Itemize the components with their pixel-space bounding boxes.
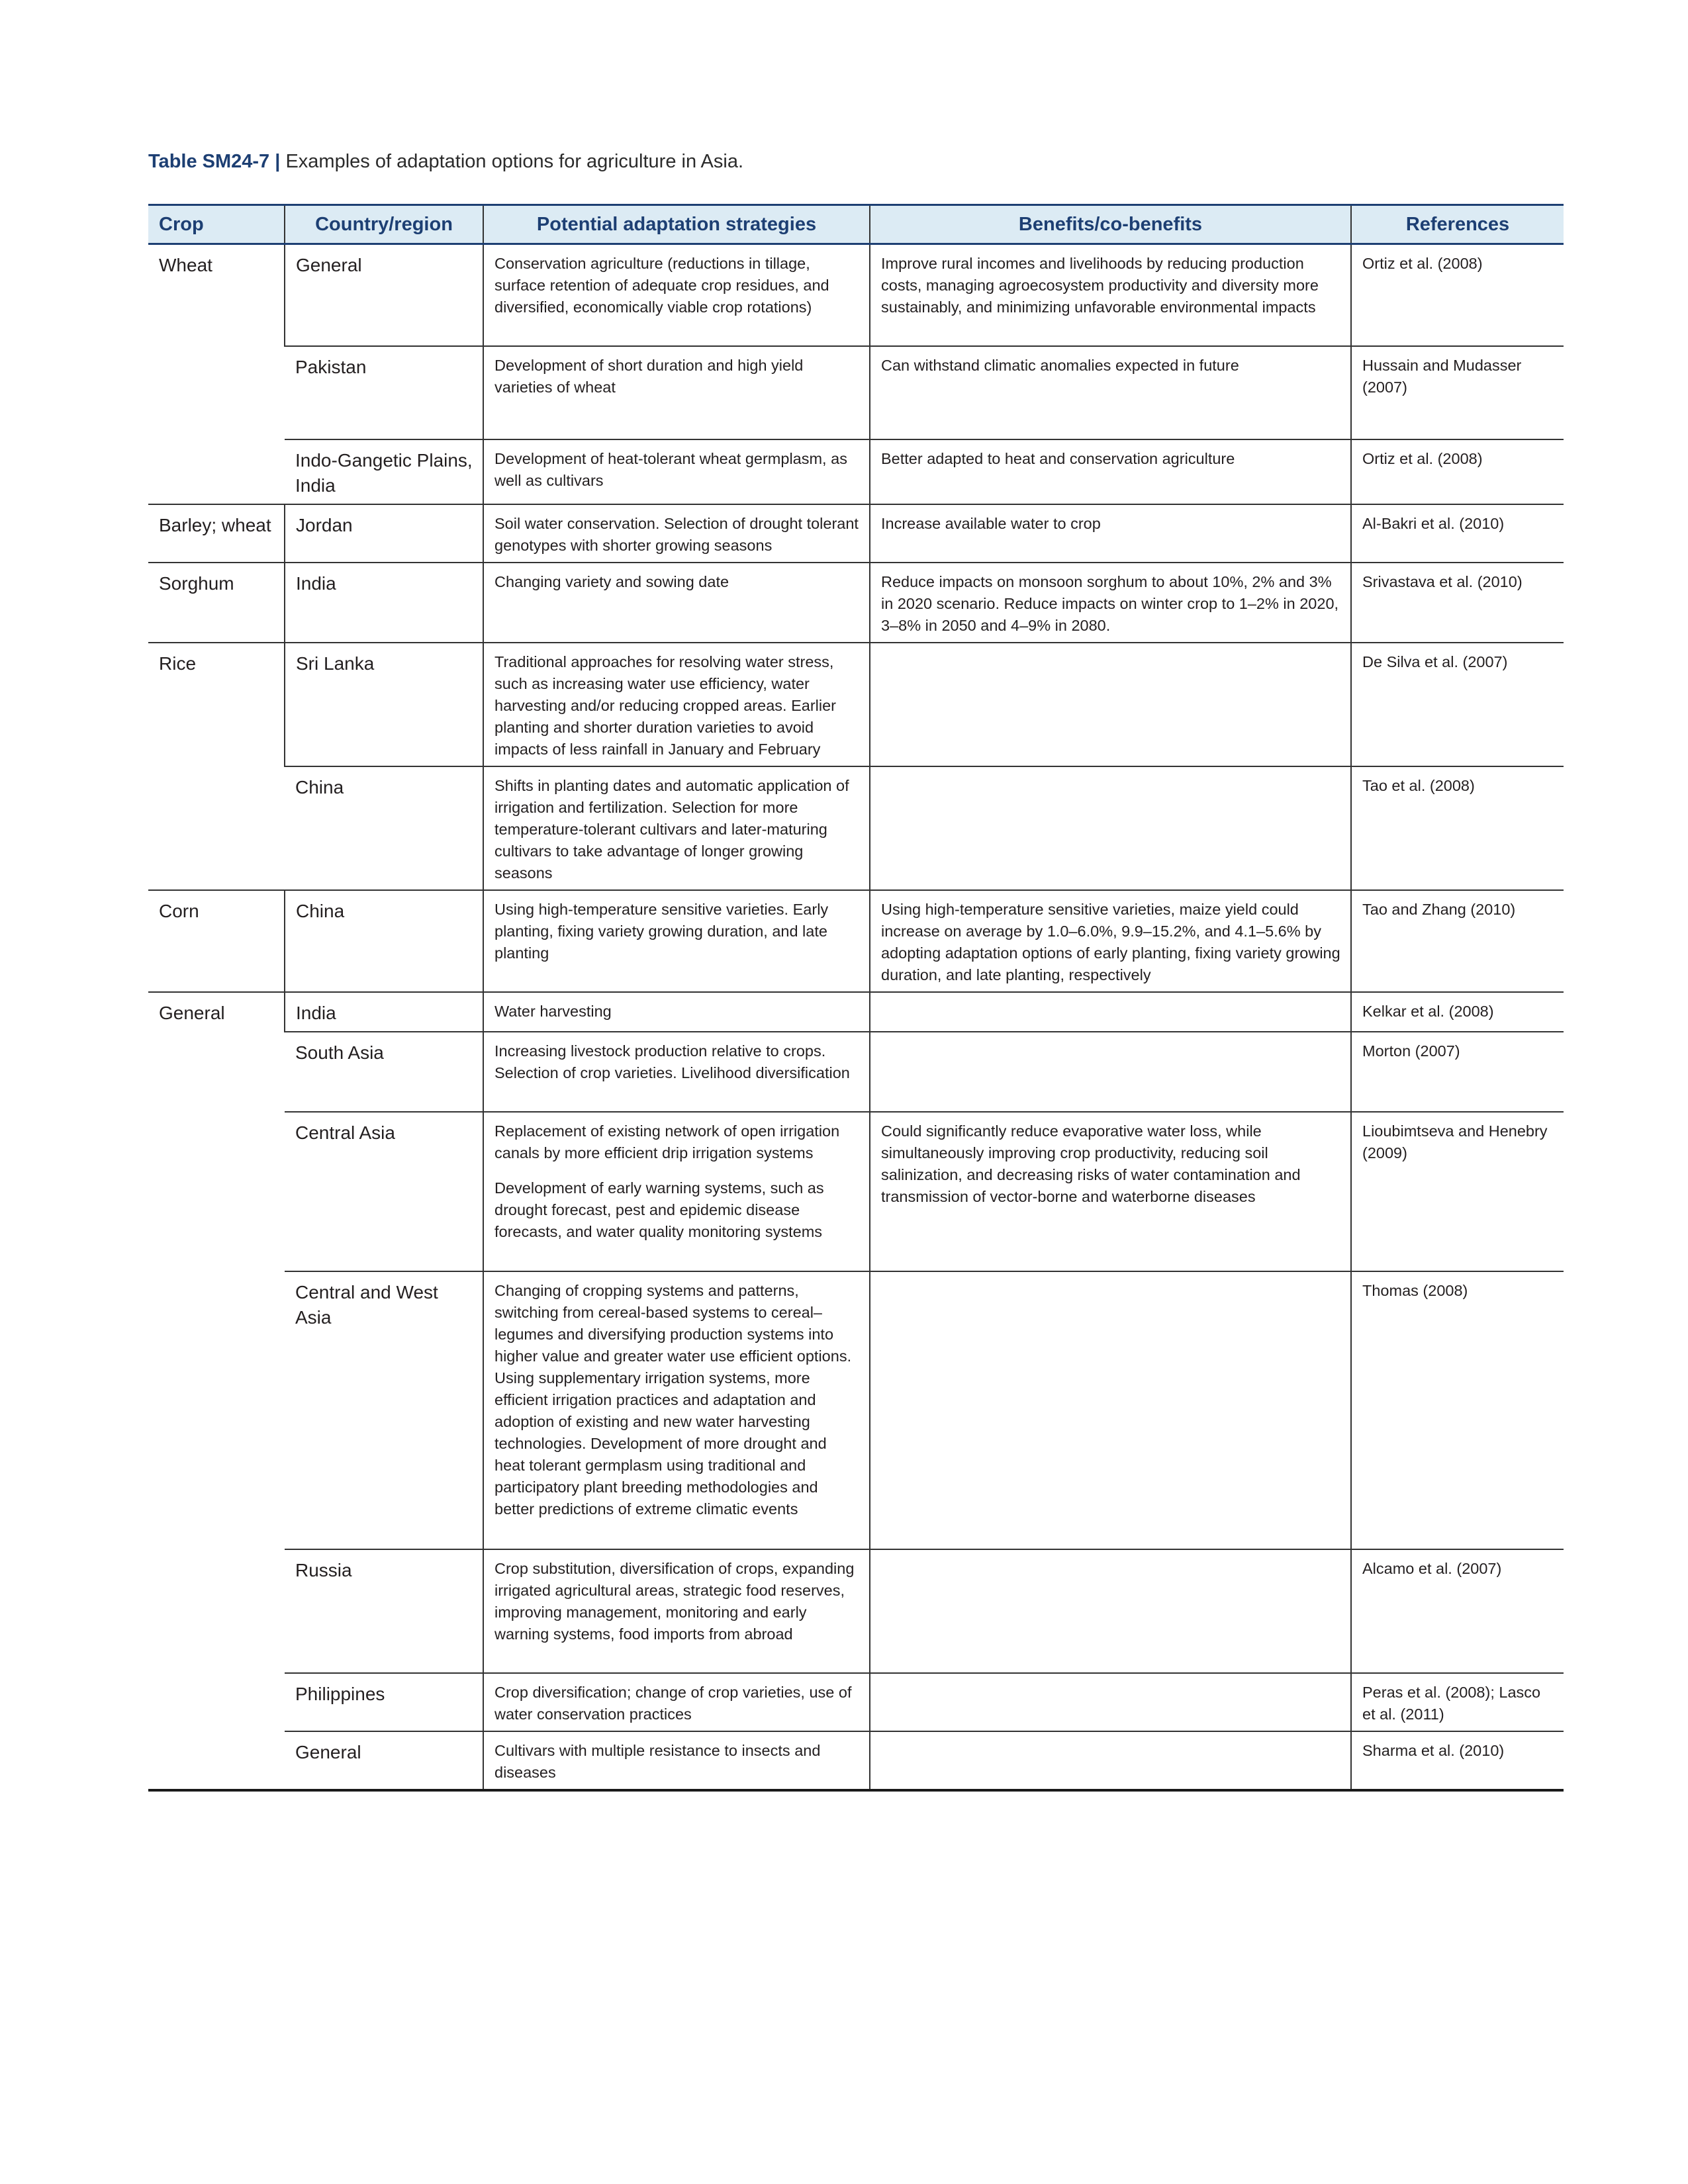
strategies-cell: Development of heat-tolerant wheat germplasm, as well as cultivars xyxy=(483,439,870,504)
strategies-cell: Crop diversification; change of crop varieties, use of water conservation practices xyxy=(483,1673,870,1731)
benefits-cell xyxy=(870,1673,1351,1731)
table-row xyxy=(148,1271,1564,1549)
strategies-cell: Soil water conservation. Selection of drought tolerant genotypes with shorter growing seasons xyxy=(483,504,870,563)
header-references: References xyxy=(1351,205,1564,244)
benefits-cell xyxy=(870,1032,1351,1112)
references-cell: Tao et al. (2008) xyxy=(1351,766,1564,890)
strategies-paragraph: Replacement of existing network of open irrigation canals by more efficient drip irrigation systems xyxy=(494,1122,840,1161)
crop-cell: Barley; wheat xyxy=(148,504,285,563)
header-country-region: Country/region xyxy=(285,205,483,244)
table-row xyxy=(148,992,1564,1032)
strategies-cell: Traditional approaches for resolving water stress, such as increasing water use efficiency, water harvesting and/or reducing cropped areas. Earlier planting and shorter duration varieties to avoid impacts of less rainfall in January and February xyxy=(483,643,870,766)
strategies-cell: Increasing livestock production relative to crops. Selection of crop varieties. Livelihood diversification xyxy=(483,1032,870,1112)
references-cell: Ortiz et al. (2008) xyxy=(1351,439,1564,504)
region-cell: Jordan xyxy=(285,504,483,563)
region-cell: South Asia xyxy=(285,1032,483,1112)
region-cell: India xyxy=(285,992,483,1032)
table-row xyxy=(148,346,1564,439)
benefits-cell xyxy=(870,766,1351,890)
table-row xyxy=(148,439,1564,504)
references-cell: Alcamo et al. (2007) xyxy=(1351,1549,1564,1673)
table-row xyxy=(148,1112,1564,1271)
region-cell: Central and West Asia xyxy=(285,1271,483,1549)
region-cell: Russia xyxy=(285,1549,483,1673)
benefits-cell: Increase available water to crop xyxy=(870,504,1351,563)
table-caption xyxy=(148,148,743,175)
region-cell: General xyxy=(285,1731,483,1790)
strategies-cell: Water harvesting xyxy=(483,992,870,1032)
references-cell: De Silva et al. (2007) xyxy=(1351,643,1564,766)
references-cell: Thomas (2008) xyxy=(1351,1271,1564,1549)
table-row xyxy=(148,504,1564,563)
crop-cell: Wheat xyxy=(148,244,285,504)
adaptation-options-table xyxy=(148,204,1564,1792)
strategies-cell: Using high-temperature sensitive varieties. Early planting, fixing variety growing duration, and late planting xyxy=(483,890,870,992)
benefits-cell xyxy=(870,1549,1351,1673)
strategies-cell: Development of short duration and high yield varieties of wheat xyxy=(483,346,870,439)
strategies-cell: Changing of cropping systems and patterns, switching from cereal-based systems to cereal–legumes and diversifying production systems into higher value and greater water use efficient options. Using supplementary irrigation systems, more efficient irrigation practices and adaptation and adoption of existing and new water harvesting technologies. Development of more drought and heat tolerant germplasm using traditional and participatory plant breeding methodologies and better predictions of extreme climatic events xyxy=(483,1271,870,1549)
table-title: Examples of adaptation options for agriculture in Asia. xyxy=(285,151,744,172)
table-row xyxy=(148,643,1564,766)
region-cell: India xyxy=(285,563,483,643)
table-row xyxy=(148,1549,1564,1673)
table-row xyxy=(148,766,1564,890)
crop-cell: General xyxy=(148,992,285,1790)
crop-cell: Corn xyxy=(148,890,285,992)
strategies-cell: Changing variety and sowing date xyxy=(483,563,870,643)
benefits-cell xyxy=(870,1731,1351,1790)
crop-cell: Sorghum xyxy=(148,563,285,643)
references-cell: Hussain and Mudasser (2007) xyxy=(1351,346,1564,439)
header-strategies: Potential adaptation strategies xyxy=(483,205,870,244)
benefits-cell xyxy=(870,1271,1351,1549)
references-cell: Peras et al. (2008); Lasco et al. (2011) xyxy=(1351,1673,1564,1731)
region-cell: Philippines xyxy=(285,1673,483,1731)
references-cell: Kelkar et al. (2008) xyxy=(1351,992,1564,1032)
strategies-cell: Conservation agriculture (reductions in tillage, surface retention of adequate crop residues, and diversified, economically viable crop rotations) xyxy=(483,244,870,346)
references-cell: Tao and Zhang (2010) xyxy=(1351,890,1564,992)
benefits-cell xyxy=(870,992,1351,1032)
benefits-cell: Improve rural incomes and livelihoods by reducing production costs, managing agroecosystem productivity and diversity more sustainably, and minimizing unfavorable environmental impacts xyxy=(870,244,1351,346)
references-cell: Morton (2007) xyxy=(1351,1032,1564,1112)
references-cell: Srivastava et al. (2010) xyxy=(1351,563,1564,643)
table-row xyxy=(148,1673,1564,1731)
region-cell: Pakistan xyxy=(285,346,483,439)
region-cell: Indo-Gangetic Plains, India xyxy=(285,439,483,504)
strategies-cell xyxy=(483,1112,870,1271)
benefits-cell: Reduce impacts on monsoon sorghum to about 10%, 2% and 3% in 2020 scenario. Reduce impacts on winter crop to 1–2% in 2020, 3–8% in 2050 and 4–9% in 2080. xyxy=(870,563,1351,643)
table-row xyxy=(148,890,1564,992)
strategies-cell: Crop substitution, diversification of crops, expanding irrigated agricultural areas, strategic food reserves, improving management, monitoring and early warning systems, food imports from abroad xyxy=(483,1549,870,1673)
strategies-cell: Shifts in planting dates and automatic application of irrigation and fertilization. Selection for more temperature-tolerant cultivars and later-maturing cultivars to take advantage of longer growing seasons xyxy=(483,766,870,890)
benefits-cell: Using high-temperature sensitive varieties, maize yield could increase on average by 1.0–6.0%, 9.9–15.2%, and 4.1–5.6% by adopting adaptation options of early planting, fixing variety growing duration, and late planting, respectively xyxy=(870,890,1351,992)
region-cell: China xyxy=(285,890,483,992)
references-cell: Al-Bakri et al. (2010) xyxy=(1351,504,1564,563)
strategies-paragraph: Development of early warning systems, such as drought forecast, pest and epidemic disease forecasts, and water quality monitoring systems xyxy=(494,1179,824,1240)
region-cell: Sri Lanka xyxy=(285,643,483,766)
table-row xyxy=(148,244,1564,346)
header-crop: Crop xyxy=(148,205,285,244)
benefits-cell: Can withstand climatic anomalies expected in future xyxy=(870,346,1351,439)
references-cell: Ortiz et al. (2008) xyxy=(1351,244,1564,346)
references-cell: Sharma et al. (2010) xyxy=(1351,1731,1564,1790)
region-cell: China xyxy=(285,766,483,890)
benefits-cell: Could significantly reduce evaporative water loss, while simultaneously improving crop productivity, reducing soil salinization, and decreasing risks of water contamination and transmission of vector-borne and waterborne diseases xyxy=(870,1112,1351,1271)
region-cell: General xyxy=(285,244,483,346)
header-benefits: Benefits/co-benefits xyxy=(870,205,1351,244)
table-row xyxy=(148,1032,1564,1112)
table-row xyxy=(148,1731,1564,1790)
benefits-cell: Better adapted to heat and conservation agriculture xyxy=(870,439,1351,504)
references-cell: Lioubimtseva and Henebry (2009) xyxy=(1351,1112,1564,1271)
strategies-cell: Cultivars with multiple resistance to insects and diseases xyxy=(483,1731,870,1790)
benefits-cell xyxy=(870,643,1351,766)
region-cell: Central Asia xyxy=(285,1112,483,1271)
table-number: Table SM24-7 | xyxy=(148,151,281,172)
header-row xyxy=(148,205,1564,244)
table-row xyxy=(148,563,1564,643)
crop-cell: Rice xyxy=(148,643,285,890)
